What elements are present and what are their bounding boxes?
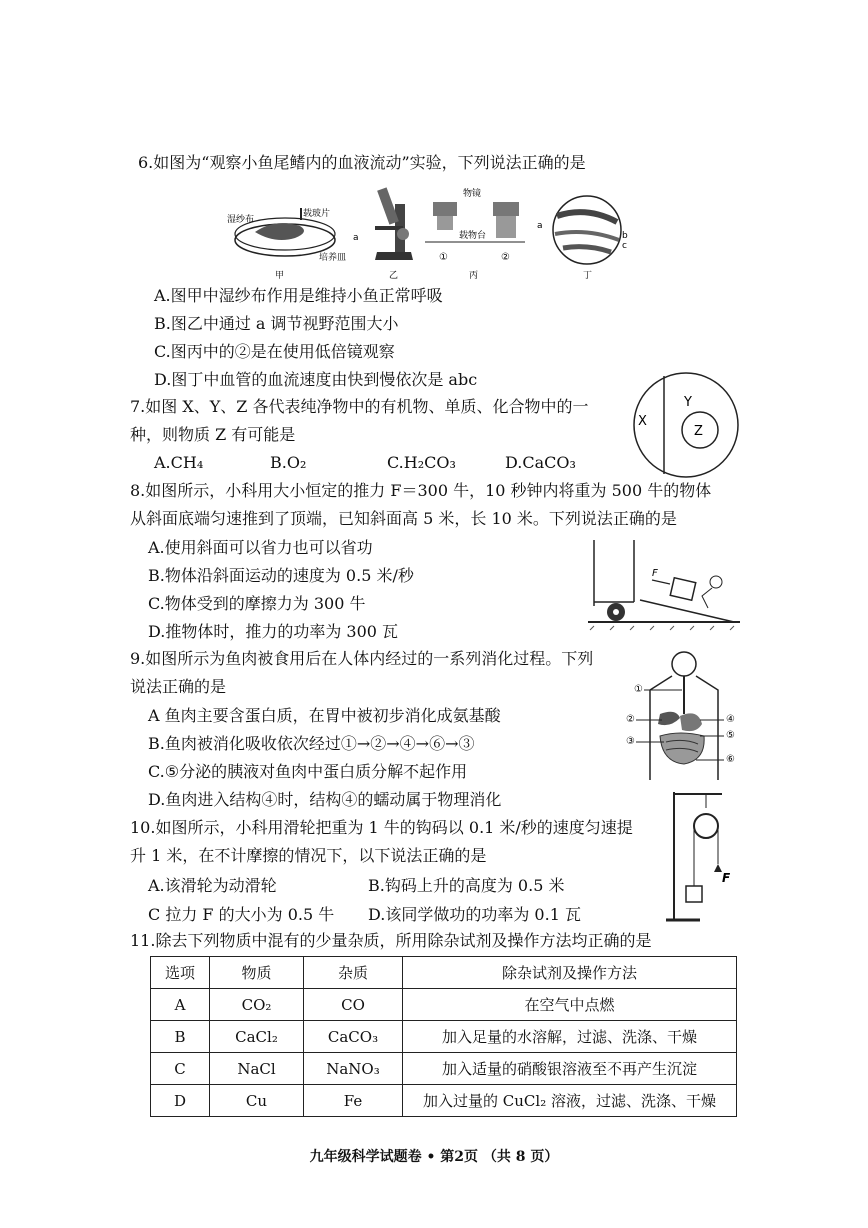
q7-line1: 7.如图 X、Y、Z 各代表纯净物中的有机物、单质、化合物中的一 xyxy=(130,397,589,416)
label-bing: 丙 xyxy=(469,271,479,281)
label-slide: 载玻片 xyxy=(303,209,331,219)
q10-line2: 升 1 米，在不计摩擦的情况下，以下说法正确的是 xyxy=(130,846,487,865)
pulley-force-label: F xyxy=(722,871,731,885)
q7-option-b: B.O₂ xyxy=(270,453,307,472)
petri-dish-figure xyxy=(227,207,346,281)
q10-line1: 10.如图所示，小科用滑轮把重为 1 牛的钩码以 0.1 米/秒的速度匀速提 xyxy=(130,818,633,837)
q7-venn-figure xyxy=(624,370,748,480)
label-ding: 丁 xyxy=(583,271,593,281)
header-impurity: 杂质 xyxy=(304,957,403,989)
cell: NaNO₃ xyxy=(304,1053,403,1085)
cell: CaCO₃ xyxy=(304,1021,403,1053)
q6-option-d: D.图丁中血管的血流速度由快到慢依次是 abc xyxy=(154,370,478,389)
q9-line1: 9.如图所示为鱼肉被食用后在人体内经过的一系列消化过程。下列 xyxy=(130,649,594,668)
organ-label-5: ⑤ xyxy=(726,730,735,741)
q11-stem: 11.除去下列物质中混有的少量杂质，所用除杂试剂及操作方法均正确的是 xyxy=(130,931,652,950)
q9-option-d: D.鱼肉进入结构④时，结构④的蠕动属于物理消化 xyxy=(148,790,502,809)
label-wet-gauze: 湿纱布 xyxy=(227,215,255,225)
cell: 在空气中点燃 xyxy=(403,989,737,1021)
q7-option-d: D.CaCO₃ xyxy=(505,453,576,472)
cell: Cu xyxy=(210,1085,304,1117)
label-vessel-a: a xyxy=(537,221,543,231)
table-header-row xyxy=(151,957,737,989)
q8-line1: 8.如图所示，小科用大小恒定的推力 F＝300 牛，10 秒钟内将重为 500 牛的物体 xyxy=(130,481,712,500)
label-yi: 乙 xyxy=(389,271,399,281)
incline-force-label: F xyxy=(652,568,658,579)
q10-option-d: D.该同学做功的功率为 0.1 瓦 xyxy=(368,905,581,924)
organ-label-1: ① xyxy=(634,684,643,695)
microscope-figure xyxy=(353,187,413,281)
cell: CO xyxy=(304,989,403,1021)
venn-y: Y xyxy=(684,395,692,410)
q8-option-b: B.物体沿斜面运动的速度为 0.5 米/秒 xyxy=(148,566,414,585)
q6-figure xyxy=(225,182,628,282)
cell: Fe xyxy=(304,1085,403,1117)
q9-digestive-figure xyxy=(620,650,744,786)
table-row xyxy=(151,989,737,1021)
cell: C xyxy=(151,1053,210,1085)
venn-x: X xyxy=(638,414,647,429)
label-jia: 甲 xyxy=(275,271,285,281)
cell: A xyxy=(151,989,210,1021)
cell: D xyxy=(151,1085,210,1117)
q6-option-a: A.图甲中湿纱布作用是维持小鱼正常呼吸 xyxy=(154,286,443,305)
venn-z: Z xyxy=(694,424,703,439)
q7-option-c: C.H₂CO₃ xyxy=(387,453,456,472)
q8-option-a: A.使用斜面可以省力也可以省功 xyxy=(148,538,373,557)
q9-line2: 说法正确的是 xyxy=(130,677,227,696)
q6-option-b: B.图乙中通过 a 调节视野范围大小 xyxy=(154,314,399,333)
page-footer: 九年级科学试题卷 • 第2页 （共 8 页） xyxy=(309,1149,559,1165)
header-method: 除杂试剂及操作方法 xyxy=(403,957,737,989)
cell: 加入过量的 CuCl₂ 溶液，过滤、洗涤、干燥 xyxy=(403,1085,737,1117)
q8-option-c: C.物体受到的摩擦力为 300 牛 xyxy=(148,594,366,613)
organ-label-6: ⑥ xyxy=(726,754,735,765)
q7-line2: 种，则物质 Z 有可能是 xyxy=(130,425,296,444)
q6-stem: 6.如图为“观察小鱼尾鳍内的血液流动”实验，下列说法正确的是 xyxy=(138,153,586,172)
label-objective: 物镜 xyxy=(463,189,482,199)
q11-table xyxy=(150,956,737,1117)
organ-label-4: ④ xyxy=(726,714,735,725)
q7-option-a: A.CH₄ xyxy=(154,453,204,472)
cell: 加入适量的硝酸银溶液至不再产生沉淀 xyxy=(403,1053,737,1085)
vessels-figure xyxy=(537,196,628,281)
table-row xyxy=(151,1053,737,1085)
q8-option-d: D.推物体时，推力的功率为 300 瓦 xyxy=(148,622,399,641)
q10-option-c: C 拉力 F 的大小为 0.5 牛 xyxy=(148,905,335,924)
label-vessel-c: c xyxy=(622,241,627,251)
cell: NaCl xyxy=(210,1053,304,1085)
label-dish: 培养皿 xyxy=(319,253,347,263)
q10-option-b: B.钩码上升的高度为 0.5 米 xyxy=(368,876,565,895)
q6-option-c: C.图丙中的②是在使用低倍镜观察 xyxy=(154,342,395,361)
table-row xyxy=(151,1085,737,1117)
label-circle-2: ② xyxy=(501,252,510,263)
q9-option-a: A 鱼肉主要含蛋白质，在胃中被初步消化成氨基酸 xyxy=(148,706,501,725)
q10-pulley-figure xyxy=(660,786,740,926)
label-a: a xyxy=(353,233,359,243)
header-option: 选项 xyxy=(151,957,210,989)
q9-option-c: C.⑤分泌的胰液对鱼肉中蛋白质分解不起作用 xyxy=(148,762,468,781)
organ-label-2: ② xyxy=(626,714,635,725)
cell: B xyxy=(151,1021,210,1053)
organ-label-3: ③ xyxy=(626,736,635,747)
cell: 加入足量的水溶解，过滤、洗涤、干燥 xyxy=(403,1021,737,1053)
q9-option-b: B.鱼肉被消化吸收依次经过①→②→④→⑥→③ xyxy=(148,734,475,753)
objectives-figure xyxy=(425,187,525,281)
q8-incline-figure xyxy=(584,536,744,632)
cell: CaCl₂ xyxy=(210,1021,304,1053)
cell: CO₂ xyxy=(210,989,304,1021)
q10-option-a: A.该滑轮为动滑轮 xyxy=(148,876,277,895)
label-vessel-b: b xyxy=(622,231,628,241)
table-row xyxy=(151,1021,737,1053)
label-circle-1: ① xyxy=(439,252,448,263)
q8-line2: 从斜面底端匀速推到了顶端，已知斜面高 5 米，长 10 米。下列说法正确的是 xyxy=(130,509,677,528)
header-substance: 物质 xyxy=(210,957,304,989)
label-stage: 载物台 xyxy=(459,231,487,241)
